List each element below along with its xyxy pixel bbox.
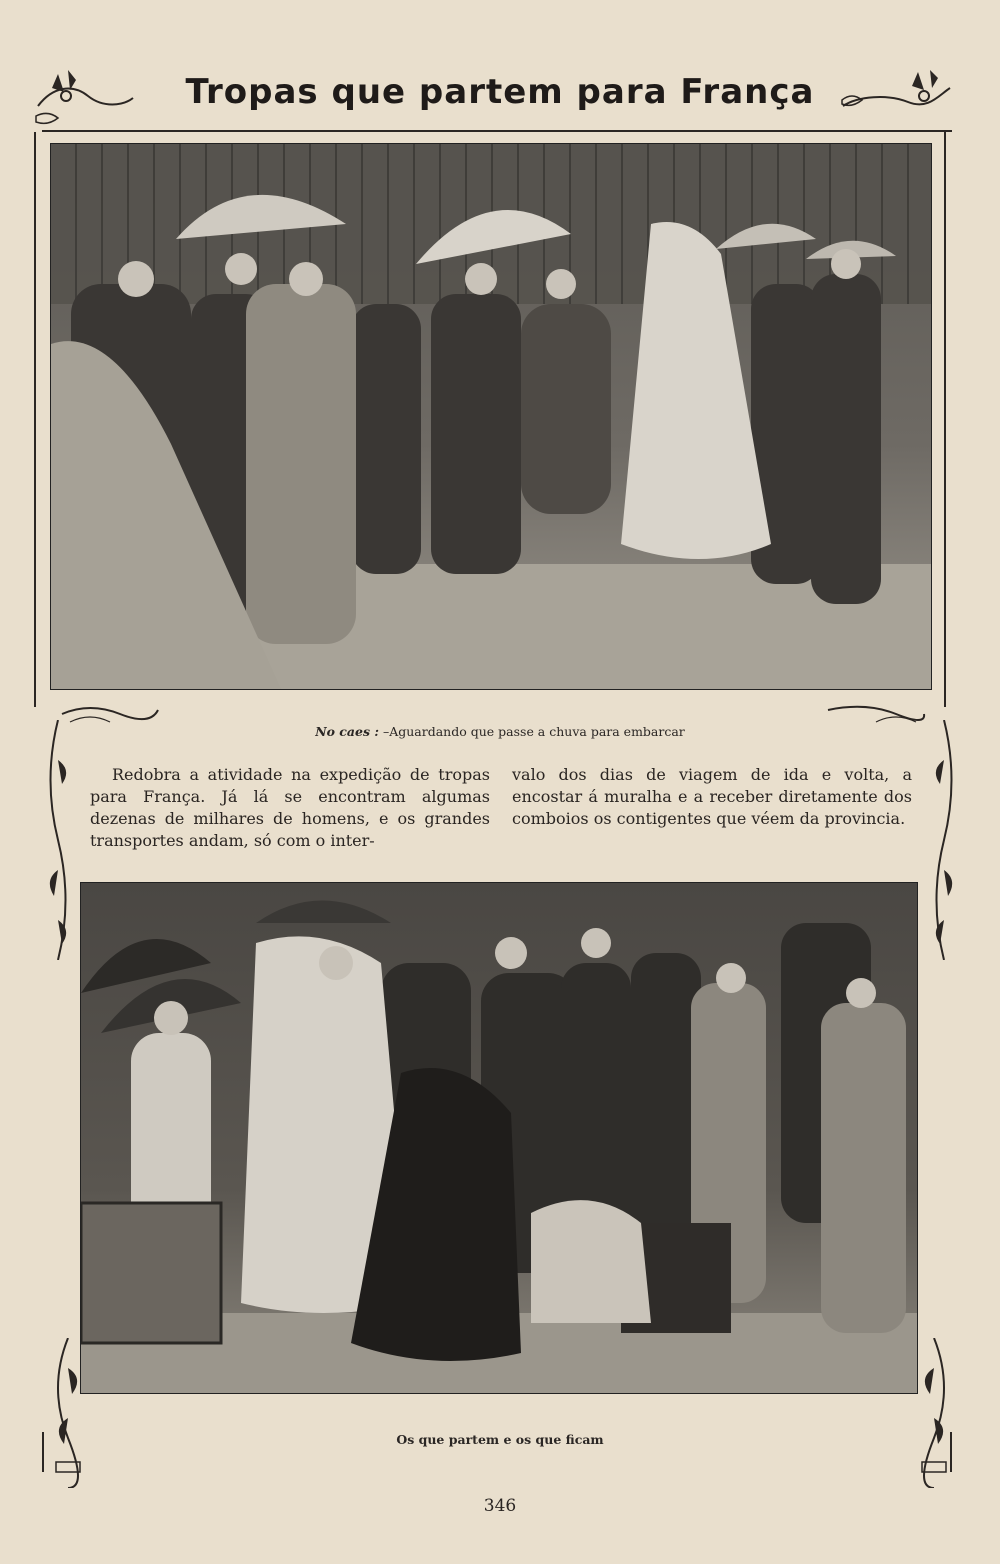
article-text-left: Redobra a atividade na expedição de tropas para França. Já lá se encontram algumas dezenas de milhares de homens, e os grandes transportes andam, só com o inter- [90, 765, 490, 850]
floral-ornament-top-right [838, 66, 958, 130]
caption-top [150, 724, 850, 739]
vine-ornament-right [924, 720, 964, 960]
caption-bottom: Os que partem e os que ficam [396, 1432, 604, 1447]
article-column-left [90, 764, 490, 852]
caption-top-text: –Aguardando que passe a chuva para embarcar [382, 724, 685, 739]
frame-line-left [34, 132, 36, 707]
ornament-bottom-left [38, 1338, 98, 1488]
frame-line-top [42, 130, 952, 132]
page-number: 346 [483, 1496, 517, 1516]
page-title: Tropas que partem para França [185, 72, 815, 112]
vine-ornament-left [38, 720, 78, 960]
photo-troops-waiting-rain [50, 143, 932, 690]
caption-top-lead: No caes : [315, 724, 379, 739]
photo-departing-and-staying [80, 882, 918, 1394]
ornament-bottom-right [904, 1338, 964, 1488]
article-column-right [512, 764, 912, 830]
frame-line-right [944, 132, 946, 707]
article-text-right: valo dos dias de viagem de ida e volta, a encostar á muralha e a receber diretamente dos comboios os contigentes que véem da provincia. [512, 765, 912, 828]
floral-ornament-top-left [28, 66, 138, 130]
